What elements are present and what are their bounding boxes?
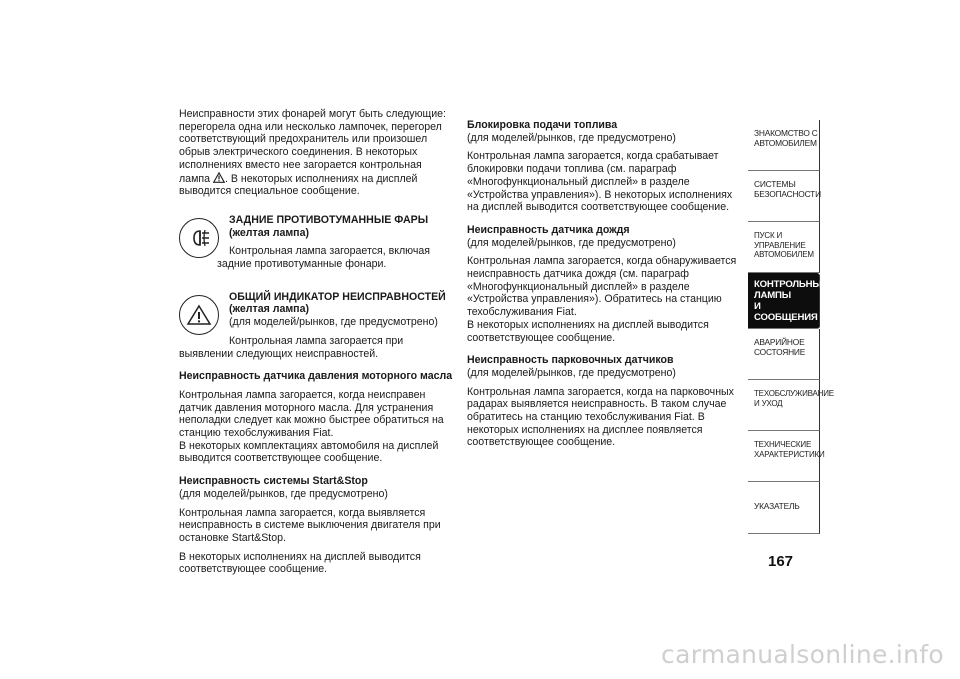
- rear-fog-text: Контрольная лампа загорается, включая задние противотуманные фонари.: [217, 245, 431, 271]
- left-column: [179, 108, 455, 576]
- rear-fog-subtitle: (желтая лампа): [229, 226, 310, 239]
- fuel-block-text: Контрольная лампа загорается, когда срабатывает блокировки подачи топлива (см. параграф «Многофункциональный дисплей» в разделе «Устройства управления»). В некоторых исполнениях на дисплей выводится соответствующее сообщение.: [467, 150, 733, 214]
- general-fault-icon: [179, 295, 219, 335]
- general-fault-subtitle: (желтая лампа): [229, 303, 310, 316]
- page-number: 167: [768, 553, 794, 570]
- tab-maintenance[interactable]: ТЕХОБСЛУЖИВАНИЕ И УХОД: [748, 380, 820, 431]
- watermark: carmanualsonline.info: [661, 640, 944, 669]
- start-stop-note: (для моделей/рынков, где предусмотрено): [179, 487, 388, 500]
- rear-fog-section: [179, 214, 455, 271]
- tab-starting-driving[interactable]: ПУСК И УПРАВЛЕНИЕ АВТОМОБИЛЕМ: [748, 222, 820, 273]
- tab-safety[interactable]: СИСТЕМЫ БЕЗОПАСНОСТИ: [748, 171, 820, 222]
- oil-sensor-title: Неисправность датчика давления моторного масла: [179, 370, 453, 383]
- general-fault-note: (для моделей/рынков, где предусмотрено): [229, 316, 438, 329]
- chapter-tabs: [748, 120, 834, 534]
- oil-sensor-text: Контрольная лампа загорается, когда неисправен датчик давления моторного масла. Для устранения неполадки следует как можно быстрее обратиться на станцию техобслуживания Fiat.: [179, 388, 444, 440]
- tab-warning-lights[interactable]: КОНТРОЛЬНЫЕ ЛАМПЫ И СООБЩЕНИЯ: [748, 273, 820, 329]
- general-fault-text: Контрольная лампа загорается при выявлении следующих неисправностей.: [179, 334, 404, 360]
- general-fault-title: ОБЩИЙ ИНДИКАТОР НЕИСПРАВНОСТЕЙ: [229, 290, 446, 303]
- parking-sensors-title: Неисправность парковочных датчиков: [467, 354, 674, 367]
- rear-fog-title: ЗАДНИЕ ПРОТИВОТУМАННЫЕ ФАРЫ: [229, 213, 429, 226]
- rear-fog-lamp-icon: [179, 218, 219, 258]
- rain-sensor-text: Контрольная лампа загорается, когда обнаруживается неисправность датчика дождя (см. параграф «Многофункциональный дисплей» в разделе «Устройства управления»). Обратитесь на станцию техобслуживания Fiat.: [467, 255, 737, 319]
- start-stop-text: Контрольная лампа загорается, когда выявляется неисправность в системе выключения двигателя при остановке Start&Stop.: [179, 506, 441, 544]
- fuel-block-title: Блокировка подачи топлива: [467, 119, 618, 131]
- parking-sensors-text: Контрольная лампа загорается, когда на парковочных радарах выявляется неисправность. В таком случае обратитесь на станцию техобслуживания Fiat. В некоторых исполнениях на дисплее появляется соответствующее сообщение.: [467, 385, 734, 449]
- tab-emergency[interactable]: АВАРИЙНОЕ СОСТОЯНИЕ: [748, 329, 820, 380]
- start-stop-title: Неисправность системы Start&Stop: [179, 475, 368, 488]
- parking-sensors-note: (для моделей/рынков, где предусмотрено): [467, 366, 676, 379]
- rain-sensor-note: (для моделей/рынков, где предусмотрено): [467, 236, 676, 249]
- tab-intro[interactable]: ЗНАКОМСТВО С АВТОМОБИЛЕМ: [748, 120, 820, 171]
- tab-technical-specs[interactable]: ТЕХНИЧЕСКИЕ ХАРАКТЕРИСТИКИ: [748, 431, 820, 482]
- intro-paragraph: Неисправности этих фонарей могут быть следующие: перегорела одна или несколько лампочек, перегорел соответствующий предохранитель или произошел обрыв электрического соединения. В некоторых исполнениях вместо нее загорается контрольная лампа . В некоторых исполнениях на дисплей выводится специальное сообщение.: [179, 108, 446, 198]
- oil-sensor-text-2: В некоторых комплектациях автомобиля на дисплей выводится соответствующее сообщение.: [179, 439, 439, 465]
- rain-sensor-title: Неисправность датчика дождя: [467, 223, 630, 236]
- start-stop-text-2: В некоторых исполнениях на дисплей выводится соответствующее сообщение.: [179, 550, 421, 576]
- warning-triangle-icon: [213, 172, 225, 183]
- rain-sensor-text-2: В некоторых исполнениях на дисплей выводится соответствующее сообщение.: [467, 318, 709, 344]
- fuel-block-note: (для моделей/рынков, где предусмотрено): [467, 131, 676, 144]
- tab-index[interactable]: УКАЗАТЕЛЬ: [748, 482, 820, 534]
- right-column: [467, 119, 743, 449]
- general-fault-section: [179, 291, 455, 361]
